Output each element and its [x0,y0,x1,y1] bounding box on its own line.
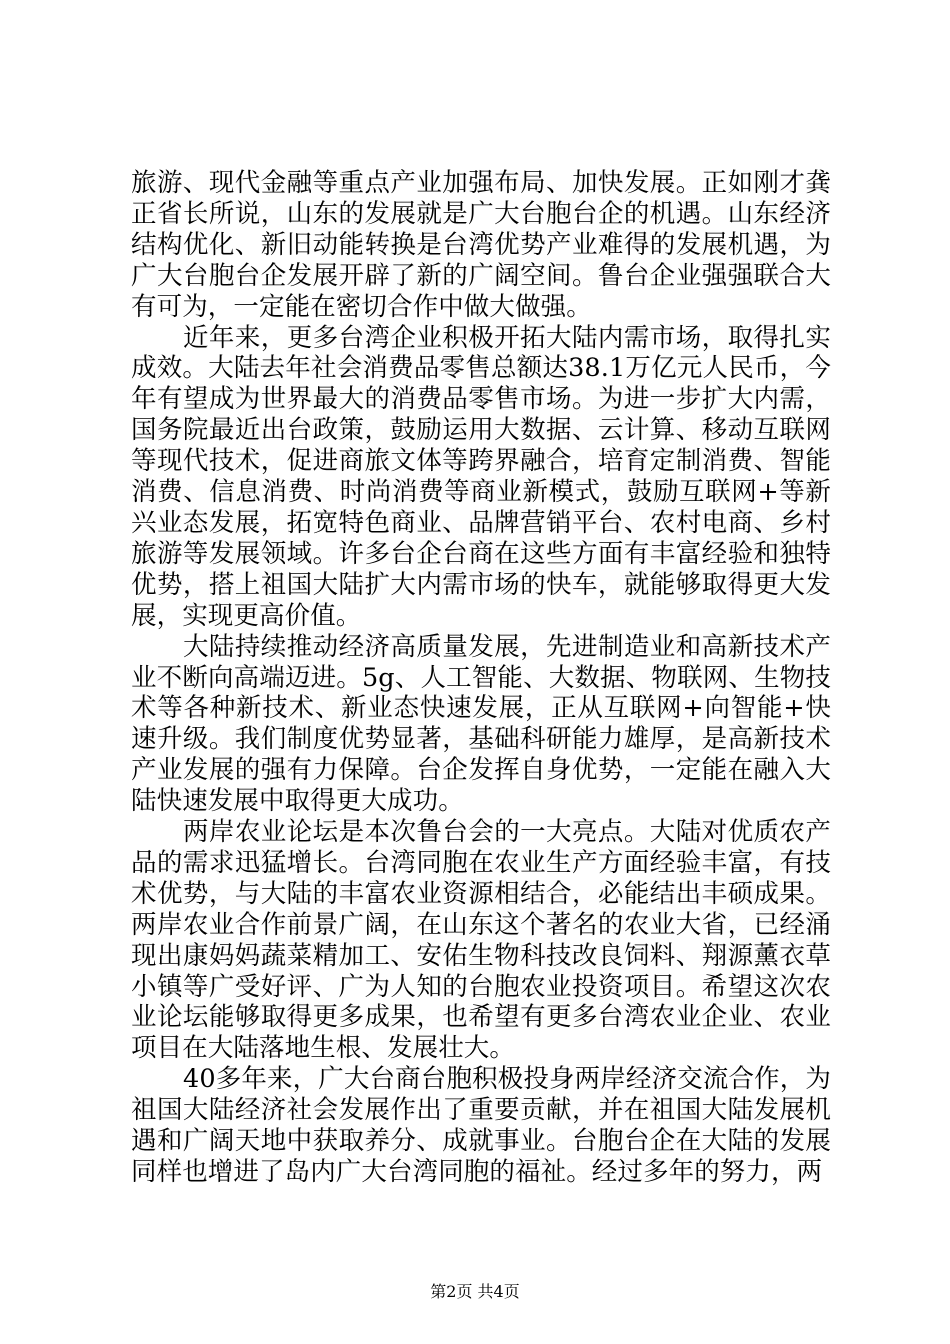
paragraph-2: 近年来，更多台湾企业积极开拓大陆内需市场，取得扎实成效。大陆去年社会消费品零售总额达38.1万亿元人民币，今年有望成为世界最大的消费品零售市场。为进一步扩大内需，国务院最近出台政策，鼓励运用大数据、云计算、移动互联网等现代技术，促进商旅文体等跨界融合，培育定制消费、智能消费、信息消费、时尚消费等商业新模式，鼓励互联网+等新兴业态发展，拓宽特色商业、品牌营销平台、农村电商、乡村旅游等发展领域。许多台企台商在这些方面有丰富经验和独特优势，搭上祖国大陆扩大内需市场的快车，就能够取得更大发展，实现更高价值。 [131,322,831,631]
paragraph-5: 40多年来，广大台商台胞积极投身两岸经济交流合作，为祖国大陆经济社会发展作出了重要贡献，并在祖国大陆发展机遇和广阔天地中获取养分、成就事业。台胞台企在大陆的发展同样也增进了岛内广大台湾同胞的福祉。经过多年的努力，两 [131,1064,831,1187]
paragraph-1: 旅游、现代金融等重点产业加强布局、加快发展。正如刚才龚正省长所说，山东的发展就是广大台胞台企的机遇。山东经济结构优化、新旧动能转换是台湾优势产业难得的发展机遇，为广大台胞台企发展开辟了新的广阔空间。鲁台企业强强联合大有可为，一定能在密切合作中做大做强。 [131,168,831,322]
paragraph-3: 大陆持续推动经济高质量发展，先进制造业和高新技术产业不断向高端迈进。5g、人工智能、大数据、物联网、生物技术等各种新技术、新业态快速发展，正从互联网+向智能+快速升级。我们制度优势显著，基础科研能力雄厚，是高新技术产业发展的强有力保障。台企发挥自身优势，一定能在融入大陆快速发展中取得更大成功。 [131,631,831,817]
paragraph-4: 两岸农业论坛是本次鲁台会的一大亮点。大陆对优质农产品的需求迅猛增长。台湾同胞在农业生产方面经验丰富，有技术优势，与大陆的丰富农业资源相结合，必能结出丰硕成果。两岸农业合作前景广阔，在山东这个著名的农业大省，已经涌现出康妈妈蔬菜精加工、安佑生物科技改良饲料、翔源薰衣草小镇等广受好评、广为人知的台胞农业投资项目。希望这次农业论坛能够取得更多成果，也希望有更多台湾农业企业、农业项目在大陆落地生根、发展壮大。 [131,817,831,1064]
page-number-label: 第2页 共4页 [430,1282,520,1301]
document-body [131,168,831,1188]
page-footer [0,1282,950,1302]
